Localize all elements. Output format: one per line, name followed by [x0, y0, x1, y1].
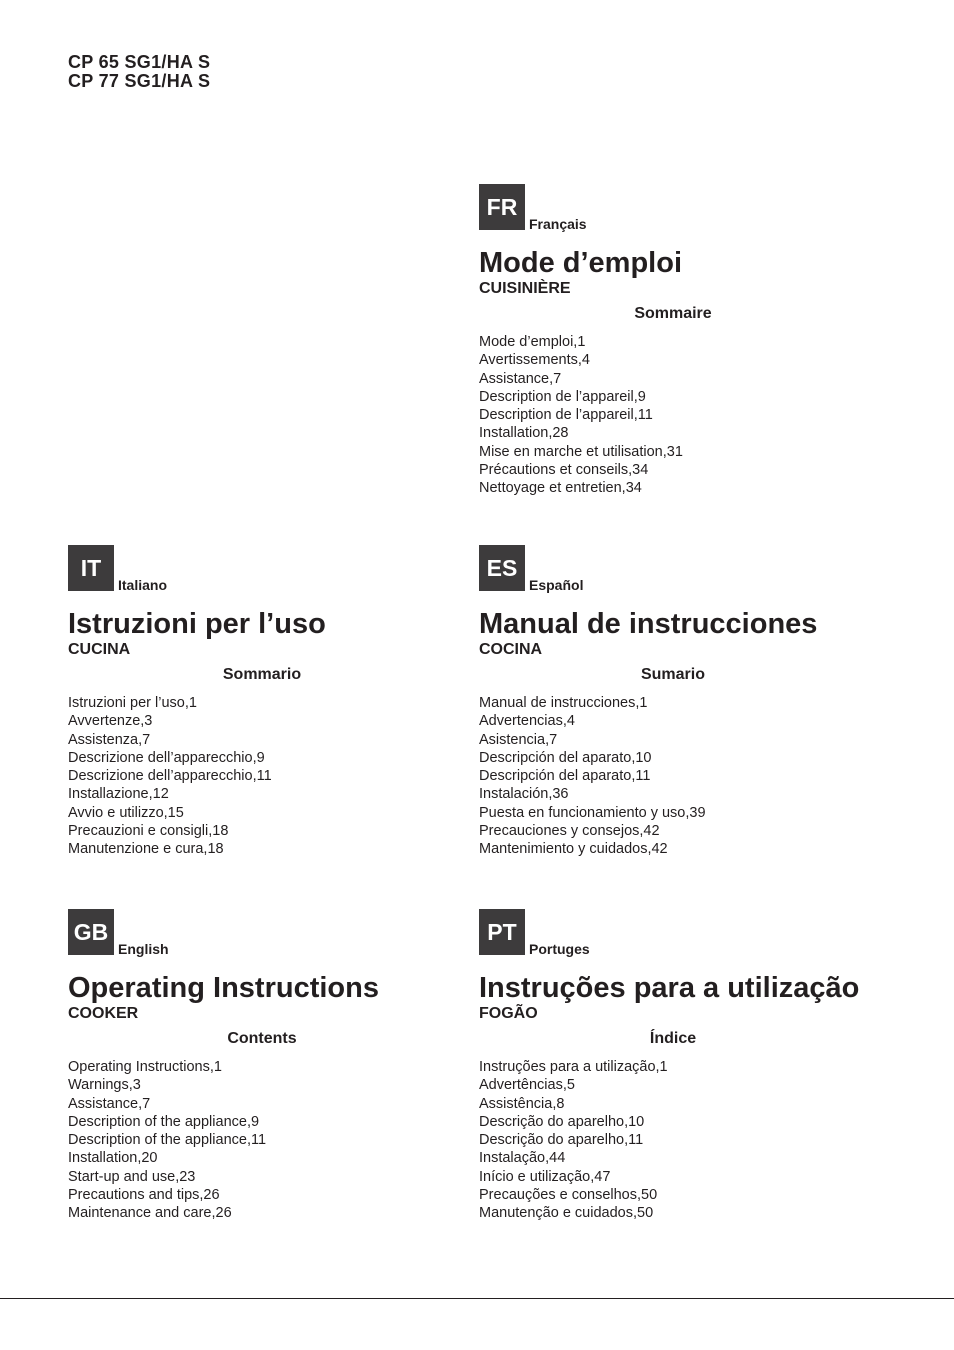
toc-item[interactable]: Descrição do aparelho,11 — [479, 1132, 644, 1149]
language-code-badge: GB — [68, 909, 114, 955]
toc-item[interactable]: Précautions et conseils,34 — [479, 462, 649, 479]
toc-item[interactable]: Description of the appliance,11 — [68, 1132, 267, 1149]
bottom-divider — [0, 1298, 954, 1299]
language-name: Italiano — [118, 577, 168, 593]
toc-item[interactable]: Avvertenze,3 — [68, 713, 153, 730]
toc-list — [479, 333, 683, 498]
toc-item[interactable]: Asistencia,7 — [479, 731, 558, 748]
toc-item[interactable]: Descripción del aparato,10 — [479, 749, 652, 766]
section-pt — [479, 909, 899, 1222]
product-type: COCINA — [479, 641, 543, 658]
toc-item[interactable]: Start-up and use,23 — [68, 1168, 196, 1185]
language-code-badge: IT — [68, 545, 114, 591]
toc-item[interactable]: Início e utilização,47 — [479, 1168, 611, 1185]
toc-item[interactable]: Instalação,44 — [479, 1150, 566, 1167]
toc-item[interactable]: Precauciones y consejos,42 — [479, 823, 660, 840]
language-header — [479, 545, 899, 593]
section-it — [68, 545, 488, 858]
toc-item[interactable]: Avertissements,4 — [479, 352, 590, 369]
toc-item[interactable]: Avvio e utilizzo,15 — [68, 804, 184, 821]
toc-item[interactable]: Assistenza,7 — [68, 731, 151, 748]
language-header — [479, 184, 899, 232]
language-name: Français — [529, 216, 587, 232]
toc-item[interactable]: Advertencias,4 — [479, 713, 575, 730]
toc-list — [68, 1058, 266, 1223]
toc-item[interactable]: Assistance,7 — [68, 1095, 151, 1112]
manual-title: Mode d’emploi — [479, 247, 682, 279]
toc-heading: Sommaire — [634, 305, 712, 322]
language-name: Portuges — [529, 941, 590, 957]
language-header — [479, 909, 899, 957]
toc-item[interactable]: Instruções para a utilização,1 — [479, 1059, 668, 1075]
section-gb — [68, 909, 488, 1222]
toc-heading: Contents — [227, 1030, 297, 1047]
toc-item[interactable]: Manual de instrucciones,1 — [479, 695, 648, 711]
language-code-badge: PT — [479, 909, 525, 955]
product-type: COOKER — [68, 1005, 139, 1022]
manual-title: Manual de instrucciones — [479, 608, 818, 640]
language-header — [68, 545, 488, 593]
section-es — [479, 545, 899, 858]
toc-item[interactable]: Installation,20 — [68, 1150, 158, 1167]
toc-item[interactable]: Description of the appliance,9 — [68, 1113, 260, 1130]
toc-item[interactable]: Warnings,3 — [68, 1077, 141, 1094]
toc-item[interactable]: Descripción del aparato,11 — [479, 768, 651, 785]
toc-item[interactable]: Mise en marche et utilisation,31 — [479, 443, 683, 460]
toc-item[interactable]: Mantenimiento y cuidados,42 — [479, 841, 668, 858]
product-type: FOGÃO — [479, 1005, 538, 1022]
toc-item[interactable]: Puesta en funcionamiento y uso,39 — [479, 804, 706, 821]
language-name: English — [118, 941, 169, 957]
product-type: CUISINIÈRE — [479, 280, 571, 297]
toc-item[interactable]: Manutenzione e cura,18 — [68, 841, 224, 858]
toc-list — [68, 694, 272, 859]
model-number: CP 77 SG1/HA S — [68, 71, 211, 91]
toc-item[interactable]: Installation,28 — [479, 425, 569, 442]
model-number: CP 65 SG1/HA S — [68, 52, 211, 72]
toc-item[interactable]: Precauções e conselhos,50 — [479, 1187, 658, 1204]
toc-item[interactable]: Maintenance and care,26 — [68, 1205, 232, 1222]
toc-item[interactable]: Installazione,12 — [68, 786, 169, 803]
language-code-badge: FR — [479, 184, 525, 230]
toc-item[interactable]: Instalación,36 — [479, 786, 569, 803]
language-name: Español — [529, 577, 584, 593]
toc-item[interactable]: Assistência,8 — [479, 1095, 565, 1112]
toc-item[interactable]: Descrizione dell’apparecchio,9 — [68, 749, 265, 766]
toc-item[interactable]: Operating Instructions,1 — [68, 1059, 222, 1075]
toc-item[interactable]: Nettoyage et entretien,34 — [479, 480, 642, 497]
toc-list — [479, 1058, 668, 1223]
toc-item[interactable]: Mode d’emploi,1 — [479, 334, 586, 350]
manual-title: Instruções para a utilização — [479, 972, 860, 1004]
toc-item[interactable]: Precauzioni e consigli,18 — [68, 823, 229, 840]
toc-heading: Sumario — [640, 666, 705, 683]
toc-list — [479, 694, 706, 859]
language-header — [68, 909, 488, 957]
manual-title: Istruzioni per l’uso — [68, 608, 326, 640]
toc-item[interactable]: Descrição do aparelho,10 — [479, 1113, 645, 1130]
language-code-badge: ES — [479, 545, 525, 591]
toc-item[interactable]: Manutenção e cuidados,50 — [479, 1205, 654, 1222]
toc-item[interactable]: Descrizione dell’apparecchio,11 — [68, 768, 272, 785]
toc-item[interactable]: Description de l’appareil,11 — [479, 407, 653, 424]
toc-item[interactable]: Description de l’appareil,9 — [479, 388, 646, 405]
model-numbers — [68, 53, 210, 91]
toc-item[interactable]: Assistance,7 — [479, 370, 562, 387]
toc-heading: Sommario — [222, 666, 302, 683]
toc-item[interactable]: Precautions and tips,26 — [68, 1187, 220, 1204]
product-type: CUCINA — [68, 641, 131, 658]
toc-item[interactable]: Advertências,5 — [479, 1077, 575, 1094]
toc-heading: Índice — [649, 1030, 697, 1047]
manual-title: Operating Instructions — [68, 972, 379, 1004]
section-fr — [479, 184, 899, 497]
toc-item[interactable]: Istruzioni per l’uso,1 — [68, 695, 197, 711]
